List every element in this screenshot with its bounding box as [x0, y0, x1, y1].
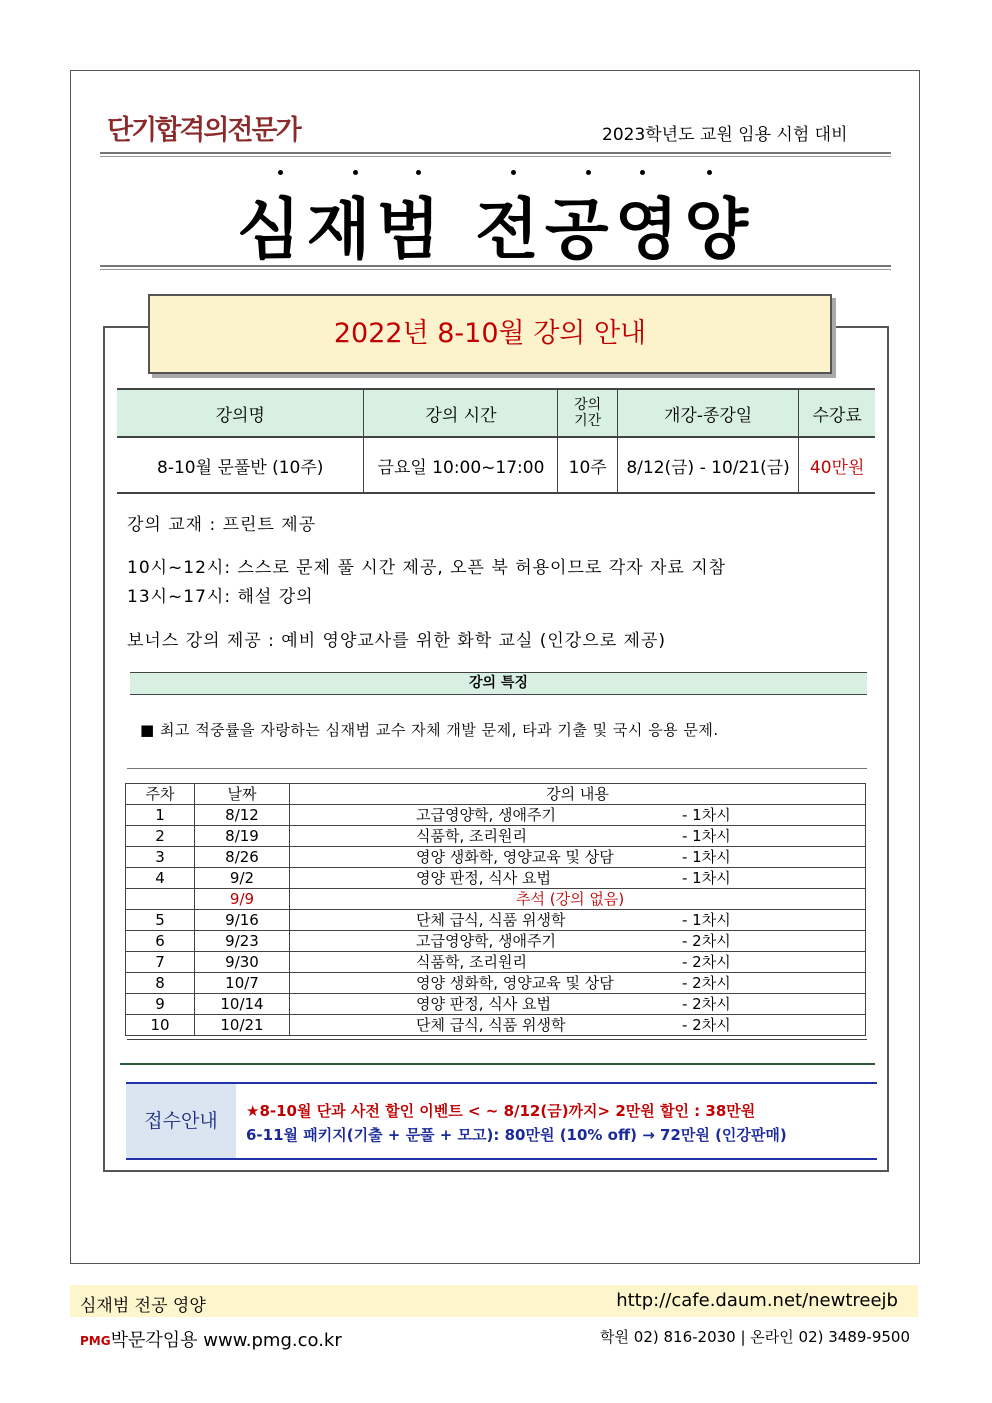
emphasis-dot — [353, 170, 358, 175]
schedule-week: 5 — [126, 910, 195, 931]
schedule-content — [290, 868, 866, 889]
divider — [120, 1063, 875, 1065]
schedule-content — [290, 805, 866, 826]
schedule-date: 10/21 — [195, 1015, 290, 1036]
schedule-header-week: 주차 — [126, 784, 195, 805]
textbook-note: 강의 교재 : 프린트 제공 — [127, 515, 317, 535]
time-note-afternoon: 13시~17시: 해설 강의 — [127, 587, 314, 607]
schedule-header-content: 강의 내용 — [290, 784, 866, 805]
schedule-content — [290, 931, 866, 952]
schedule-content — [290, 826, 866, 847]
schedule-topic: 단체 급식, 식품 위생학 — [416, 1016, 566, 1034]
lecture-time: 금요일 10:00~17:00 — [364, 437, 558, 493]
schedule-date: 8/12 — [195, 805, 290, 826]
features-header: 강의 특징 — [130, 672, 867, 695]
schedule-row — [126, 1015, 866, 1036]
divider — [127, 768, 867, 769]
feature-bullet: ■ 최고 적중률을 자랑하는 심재범 교수 자체 개발 문제, 타과 기출 및 국시 응용 문제. — [140, 721, 719, 739]
schedule-topic: 고급영양학, 생애주기 — [416, 806, 556, 824]
schedule-date: 8/26 — [195, 847, 290, 868]
publisher-text: 박문각임용 www.pmg.co.kr — [110, 1330, 342, 1351]
emphasis-dot — [511, 170, 516, 175]
registration-box — [126, 1082, 877, 1160]
schedule-topic: 식품학, 조리원리 — [416, 827, 527, 845]
schedule-date: 9/2 — [195, 868, 290, 889]
emphasis-dot — [278, 170, 283, 175]
schedule-date: 10/7 — [195, 973, 290, 994]
schedule-row — [126, 868, 866, 889]
col-header-dates: 개강-종강일 — [617, 389, 798, 437]
time-note-morning: 10시~12시: 스스로 문제 풀 시간 제공, 오픈 북 허용이므로 각자 자료 지참 — [127, 558, 727, 578]
schedule-content — [290, 910, 866, 931]
schedule-session: - 2차시 — [682, 995, 731, 1013]
lecture-name: 8-10월 문풀반 (10주) — [117, 437, 364, 493]
schedule-row — [126, 952, 866, 973]
schedule-week — [126, 889, 195, 910]
schedule-content — [290, 889, 866, 910]
schedule-week: 8 — [126, 973, 195, 994]
schedule-week: 7 — [126, 952, 195, 973]
schedule-topic: 영양 판정, 식사 요법 — [416, 995, 551, 1013]
header-rule-bottom — [100, 265, 891, 270]
schedule-content — [290, 952, 866, 973]
schedule-header-date: 날짜 — [195, 784, 290, 805]
col-header-period: 강의기간 — [558, 389, 617, 437]
schedule-row — [126, 910, 866, 931]
lecture-dates: 8/12(금) - 10/21(금) — [617, 437, 798, 493]
schedule-session: - 1차시 — [682, 827, 731, 845]
lecture-period: 10주 — [558, 437, 617, 493]
divider — [127, 1039, 867, 1040]
publisher — [80, 1326, 342, 1352]
schedule-session: - 2차시 — [682, 1016, 731, 1034]
schedule-week: 9 — [126, 994, 195, 1015]
schedule-date: 9/9 — [195, 889, 290, 910]
page-title: 심재범 전공영양 — [236, 191, 755, 268]
footer-title: 심재범 전공 영양 — [80, 1296, 206, 1316]
schedule-row — [126, 973, 866, 994]
schedule-topic: 영양 생화학, 영양교육 및 상담 — [416, 848, 614, 866]
contact-phone: 학원 02) 816-2030 | 온라인 02) 3489-9500 — [600, 1328, 910, 1346]
lecture-fee: 40만원 — [799, 437, 875, 493]
registration-event: ★8-10월 단과 사전 할인 이벤트 < ~ 8/12(금)까지> 2만원 할인 : 38만원 — [246, 1102, 756, 1120]
registration-package: 6-11월 패키지(기출 + 문풀 + 모고): 80만원 (10% off) → 72만원 (인강판매) — [246, 1126, 787, 1144]
schedule-week: 1 — [126, 805, 195, 826]
schedule-week: 6 — [126, 931, 195, 952]
schedule-session: - 2차시 — [682, 974, 731, 992]
schedule-topic: 영양 생화학, 영양교육 및 상담 — [416, 974, 614, 992]
schedule-date: 9/30 — [195, 952, 290, 973]
col-header-fee: 수강료 — [799, 389, 875, 437]
schedule-row — [126, 805, 866, 826]
registration-label: 접수안내 — [126, 1084, 236, 1158]
schedule-content — [290, 994, 866, 1015]
schedule-week: 10 — [126, 1015, 195, 1036]
schedule-session: - 2차시 — [682, 932, 731, 950]
schedule-session: - 2차시 — [682, 953, 731, 971]
schedule-topic: 식품학, 조리원리 — [416, 953, 527, 971]
schedule-row — [126, 994, 866, 1015]
schedule-session: - 1차시 — [682, 869, 731, 887]
schedule-row — [126, 826, 866, 847]
col-header-time: 강의 시간 — [364, 389, 558, 437]
emphasis-dot — [416, 170, 421, 175]
brand-logo-text: 단기합격의전문가 — [107, 115, 300, 146]
emphasis-dot — [707, 170, 712, 175]
cafe-link[interactable]: http://cafe.daum.net/newtreejb — [616, 1290, 898, 1311]
schedule-session: - 1차시 — [682, 806, 731, 824]
schedule-content — [290, 1015, 866, 1036]
col-header-name: 강의명 — [117, 389, 364, 437]
schedule-content — [290, 973, 866, 994]
emphasis-dot — [586, 170, 591, 175]
lecture-info-table — [117, 388, 875, 494]
bonus-note: 보너스 강의 제공 : 예비 영양교사를 위한 화학 교실 (인강으로 제공) — [127, 631, 667, 651]
schedule-topic: 추석 (강의 없음) — [516, 890, 625, 908]
schedule-table — [125, 783, 866, 1036]
schedule-topic: 고급영양학, 생애주기 — [416, 932, 556, 950]
schedule-session: - 1차시 — [682, 911, 731, 929]
schedule-content — [290, 847, 866, 868]
header-rule-top — [100, 152, 891, 157]
schedule-row — [126, 847, 866, 868]
schedule-topic: 단체 급식, 식품 위생학 — [416, 911, 566, 929]
pmg-logo: PMG — [80, 1334, 111, 1348]
exam-subtitle: 2023학년도 교원 임용 시험 대비 — [602, 125, 848, 145]
schedule-date: 9/16 — [195, 910, 290, 931]
schedule-date: 10/14 — [195, 994, 290, 1015]
schedule-week: 3 — [126, 847, 195, 868]
emphasis-dot — [640, 170, 645, 175]
schedule-row — [126, 931, 866, 952]
schedule-week: 4 — [126, 868, 195, 889]
schedule-row — [126, 889, 866, 910]
schedule-topic: 영양 판정, 식사 요법 — [416, 869, 551, 887]
schedule-week: 2 — [126, 826, 195, 847]
schedule-date: 9/23 — [195, 931, 290, 952]
schedule-date: 8/19 — [195, 826, 290, 847]
lecture-banner: 2022년 8-10월 강의 안내 — [148, 294, 832, 374]
footer-bar — [70, 1285, 918, 1317]
schedule-session: - 1차시 — [682, 848, 731, 866]
